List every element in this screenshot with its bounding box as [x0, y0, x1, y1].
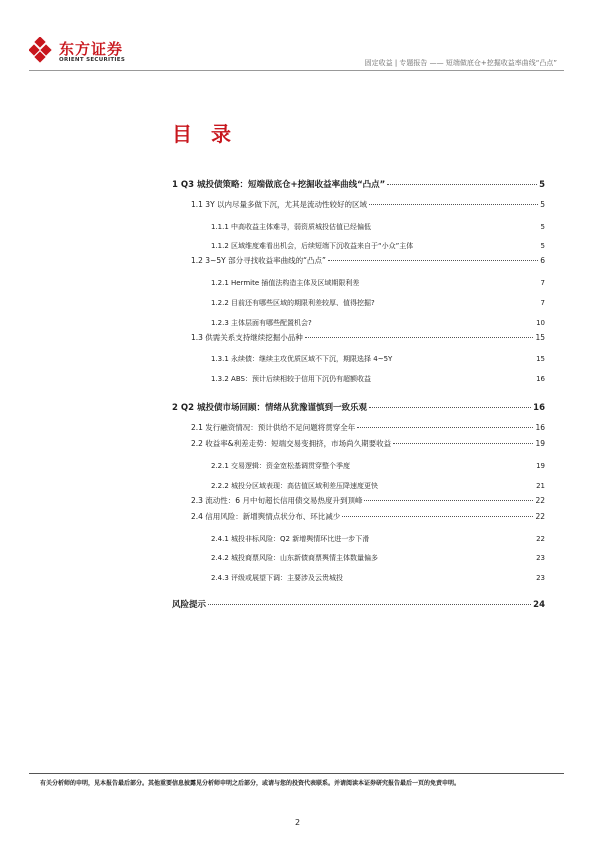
- toc-entry-label: 2.4.1 城投非标风险：Q2 新增舆情环比进一步下滑: [211, 535, 370, 543]
- toc-entry-page: 5: [540, 242, 545, 250]
- toc-entry-page: 10: [536, 319, 545, 327]
- logo-text-en: ORIENT SECURITIES: [59, 57, 126, 63]
- toc-entry[interactable]: [191, 422, 545, 433]
- toc-leader: [364, 500, 533, 501]
- toc-leader: [387, 184, 537, 185]
- toc-leader: [305, 337, 534, 338]
- toc-entry-label: 1.2.2 目前还有哪些区域的期限利差较厚、值得挖掘?: [211, 299, 375, 307]
- toc-entry-page: 19: [536, 462, 545, 470]
- toc-entry[interactable]: [211, 298, 545, 308]
- logo-mark-icon: [29, 37, 55, 63]
- logo-text-cn: 东方证券: [59, 40, 124, 58]
- toc-entry-label: 2.4 信用风险：新增舆情点状分布、环比减少: [191, 512, 341, 521]
- toc-entry-page: 7: [540, 299, 545, 307]
- toc-entry-page: 6: [540, 256, 545, 265]
- toc-entry[interactable]: [211, 222, 545, 232]
- toc-entry-page: 23: [536, 574, 545, 582]
- toc-entry-page: 5: [539, 180, 545, 190]
- report-header-info: 固定收益 | 专题报告 —— 短端做底仓+挖掘收益率曲线“凸点”: [364, 59, 557, 67]
- toc-entry[interactable]: [211, 461, 545, 471]
- toc-entry-label: 1.2.3 主体层面有哪些配置机会?: [211, 319, 312, 327]
- toc-entry-page: 16: [535, 423, 545, 432]
- toc-entry-page: 22: [536, 535, 545, 543]
- toc-leader: [393, 443, 533, 444]
- toc-entry-page: 19: [535, 439, 545, 448]
- toc-entry-label: 1.3.1 永续债：继续主攻优质区域不下沉，期限选择 4~5Y: [211, 355, 393, 363]
- toc-entry[interactable]: [191, 199, 545, 210]
- toc-entry[interactable]: [211, 318, 545, 328]
- toc-leader: [208, 604, 531, 605]
- toc-entry-label: 2.2.2 城投分区域表现：高估值区域利差压降速度更快: [211, 482, 379, 490]
- header-divider: [29, 70, 564, 71]
- toc-entry-label: 2 Q2 城投债市场回顾：情绪从犹豫谨慎到一致乐观: [172, 403, 367, 413]
- toc-leader: [328, 260, 538, 261]
- toc-entry-label: 2.1 发行融资情况：预计供给不足问题将贯穿全年: [191, 423, 356, 432]
- toc-entry[interactable]: [211, 481, 545, 491]
- toc-entry-page: 22: [535, 512, 545, 521]
- toc-entry-page: 15: [536, 355, 545, 363]
- toc-entry-label: 风险提示: [172, 600, 207, 610]
- toc-entry[interactable]: [172, 178, 545, 190]
- company-logo: [29, 37, 149, 71]
- footer-divider: [29, 773, 564, 774]
- toc-entry[interactable]: [211, 278, 545, 288]
- toc-leader: [369, 407, 531, 408]
- toc-entry-page: 23: [536, 554, 545, 562]
- toc-entry-label: 1.2 3~5Y 部分寻找收益率曲线的“凸点”: [191, 256, 326, 265]
- toc-leader: [357, 427, 533, 428]
- toc-entry[interactable]: [211, 534, 545, 544]
- toc-entry-page: 16: [533, 403, 545, 413]
- page-number: 2: [294, 818, 301, 827]
- toc-entry[interactable]: [172, 598, 545, 610]
- toc-entry-page: 22: [535, 496, 545, 505]
- toc-entry-label: 1.3.2 ABS：预计后续相较于信用下沉仍有超额收益: [211, 375, 371, 383]
- toc-entry-page: 5: [540, 223, 545, 231]
- toc-entry-page: 7: [540, 279, 545, 287]
- toc-entry-page: 21: [536, 482, 545, 490]
- toc-entry[interactable]: [172, 401, 545, 413]
- toc-entry-label: 1.1.2 区域维度难看出机会，后续短端下沉收益来自于“小众”主体: [211, 242, 414, 250]
- toc-entry[interactable]: [211, 553, 545, 563]
- disclaimer-text: 有关分析师的申明，见本报告最后部分。其他重要信息披露见分析师申明之后部分，或请与您的投资代表联系。并请阅读本证券研究报告最后一页的免责申明。: [40, 780, 461, 787]
- toc-entry[interactable]: [191, 332, 545, 343]
- toc-entry[interactable]: [191, 438, 545, 449]
- toc-entry-label: 1.3 供需关系支持继续挖掘小品种: [191, 333, 303, 342]
- toc-entry-label: 1.2.1 Hermite 插值法构造主体及区域期限利差: [211, 279, 360, 287]
- toc-leader: [342, 516, 533, 517]
- toc-title: 目 录: [172, 122, 237, 146]
- toc-entry[interactable]: [211, 241, 545, 251]
- toc-leader: [369, 204, 538, 205]
- toc-entry-label: 2.4.2 城投商票风险：山东新债商票舆情主体数量偏多: [211, 554, 379, 562]
- toc-entry-label: 1.1.1 中高收益主体难寻，弱资质城投估值已经偏低: [211, 223, 372, 231]
- toc-entry-label: 1.1 3Y 以内尽量多做下沉，尤其是流动性较好的区域: [191, 200, 368, 209]
- toc-entry-page: 15: [535, 333, 545, 342]
- toc-entry-label: 2.2.1 交易逻辑：资金宽松基调贯穿整个季度: [211, 462, 351, 470]
- toc-entry-label: 1 Q3 城投债策略：短端做底仓+挖掘收益率曲线“凸点”: [172, 180, 386, 190]
- toc-entry-label: 2.4.3 评级或展望下调：主要涉及云贵城投: [211, 574, 344, 582]
- toc-entry-page: 24: [533, 600, 545, 610]
- toc-entry[interactable]: [191, 255, 545, 266]
- toc-entry[interactable]: [191, 511, 545, 522]
- toc-entry[interactable]: [211, 374, 545, 384]
- toc-entry-page: 5: [540, 200, 545, 209]
- toc-entry-label: 2.2 收益率&利差走势：短端交易变拥挤，市场尚久期要收益: [191, 439, 392, 448]
- toc-entry-page: 16: [536, 375, 545, 383]
- toc-entry[interactable]: [211, 573, 545, 583]
- toc-entry[interactable]: [191, 495, 545, 506]
- toc-entry-label: 2.3 流动性：6 月中旬超长信用债交易热度升到顶峰: [191, 496, 363, 505]
- toc-entry[interactable]: [211, 354, 545, 364]
